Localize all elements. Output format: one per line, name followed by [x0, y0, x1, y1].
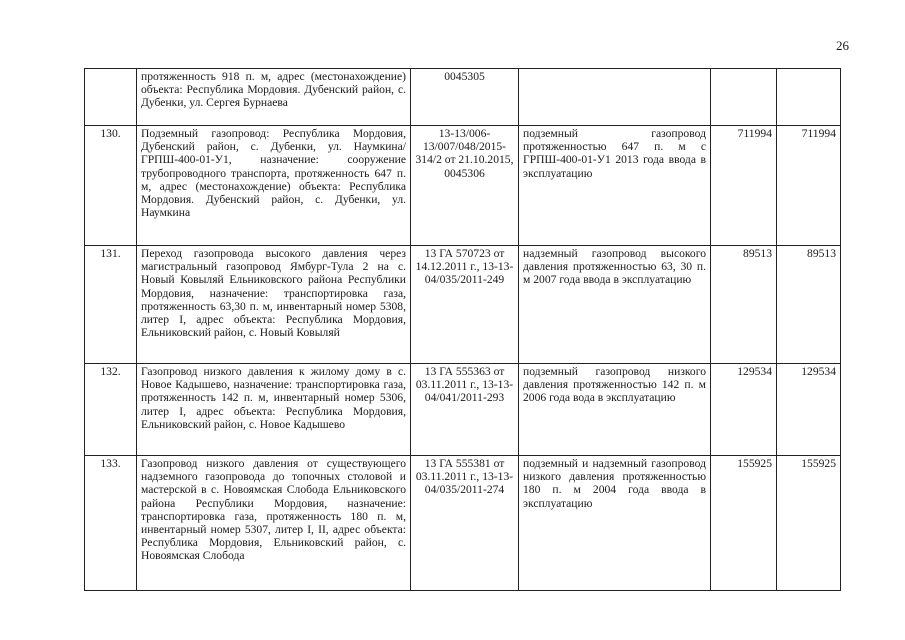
value-cell-2: 89513	[777, 246, 841, 364]
value-cell-2	[777, 69, 841, 126]
row-number: 132.	[85, 364, 137, 456]
object-description: Газопровод низкого давления от существующего надземного газопровода до топочных столовой и мастерской в с. Новоямская Слобода Ельниковского района Республики Мордовия, назначение: транспортировка газа, протяженность 180 п. м, инвентарный номер 5307, литер I, II, адрес объекта: Республика Мордовия, Ельниковский район, с. Новоямская Слобода	[137, 456, 411, 591]
object-description: Переход газопровода высокого давления через магистральный газопровод Ямбург-Тула 2 на с. Новый Ковыляй Ельниковского района Республики Мордовия, назначение: транспортировка газа, протяженность 63,30 п. м, инвентарный номер 5308, литер I, адрес объекта: Республика Мордовия, Ельниковский район, с. Новый Ковыляй	[137, 246, 411, 364]
value-cell-2: 155925	[777, 456, 841, 591]
registration-info: 13 ГА 555363 от 03.11.2011 г., 13-13-04/041/2011-293	[411, 364, 519, 456]
row-number	[85, 69, 137, 126]
value-cell-2: 711994	[777, 126, 841, 246]
property-registry-table	[84, 68, 841, 591]
object-characteristics	[519, 69, 711, 126]
object-characteristics: подземный газопровод протяженностью 647 п. м с ГРПШ-400-01-У1 2013 года ввода в эксплуатацию	[519, 126, 711, 246]
row-number: 130.	[85, 126, 137, 246]
row-number: 133.	[85, 456, 137, 591]
object-description: Газопровод низкого давления к жилому дому в с. Новое Кадышево, назначение: транспортировка газа, протяженность 142 п. м, инвентарный номер 5306, литер I, адрес объекта: Республика Мордовия, Ельниковский район, с. Новое Кадышево	[137, 364, 411, 456]
value-cell-1: 129534	[711, 364, 777, 456]
table-row	[85, 69, 841, 126]
table-row	[85, 126, 841, 246]
object-characteristics: подземный газопровод низкого давления протяженностью 142 п. м 2006 года вода в эксплуатацию	[519, 364, 711, 456]
value-cell-1: 155925	[711, 456, 777, 591]
object-description: Подземный газопровод: Республика Мордовия, Дубенский район, с. Дубенки, ул. Наумкина/ГРПШ-400-01-У1, назначение: сооружение трубопроводного транспорта, протяженность 647 п. м, адрес (местонахождение) объекта: Республика Мордовия. Дубенский район, с. Дубенки, ул. Наумкина	[137, 126, 411, 246]
registration-info: 13 ГА 570723 от 14.12.2011 г., 13-13-04/035/2011-249	[411, 246, 519, 364]
object-characteristics: надземный газопровод высокого давления протяженностью 63, 30 п. м 2007 года ввода в эксплуатацию	[519, 246, 711, 364]
object-characteristics: подземный и надземный газопровод низкого давления протяженностью 180 п. м 2004 года ввода в эксплуатацию	[519, 456, 711, 591]
table-row	[85, 456, 841, 591]
registration-info: 0045305	[411, 69, 519, 126]
page-number: 26	[836, 38, 849, 53]
row-number: 131.	[85, 246, 137, 364]
value-cell-2: 129534	[777, 364, 841, 456]
value-cell-1: 89513	[711, 246, 777, 364]
table-row	[85, 246, 841, 364]
object-description: протяженность 918 п. м, адрес (местонахождение) объекта: Республика Мордовия. Дубенский район, с. Дубенки, ул. Сергея Бурнаева	[137, 69, 411, 126]
table-row	[85, 364, 841, 456]
value-cell-1	[711, 69, 777, 126]
registration-info: 13 ГА 555381 от 03.11.2011 г., 13-13-04/035/2011-274	[411, 456, 519, 591]
value-cell-1: 711994	[711, 126, 777, 246]
registration-info: 13-13/006-13/007/048/2015-314/2 от 21.10.2015, 0045306	[411, 126, 519, 246]
